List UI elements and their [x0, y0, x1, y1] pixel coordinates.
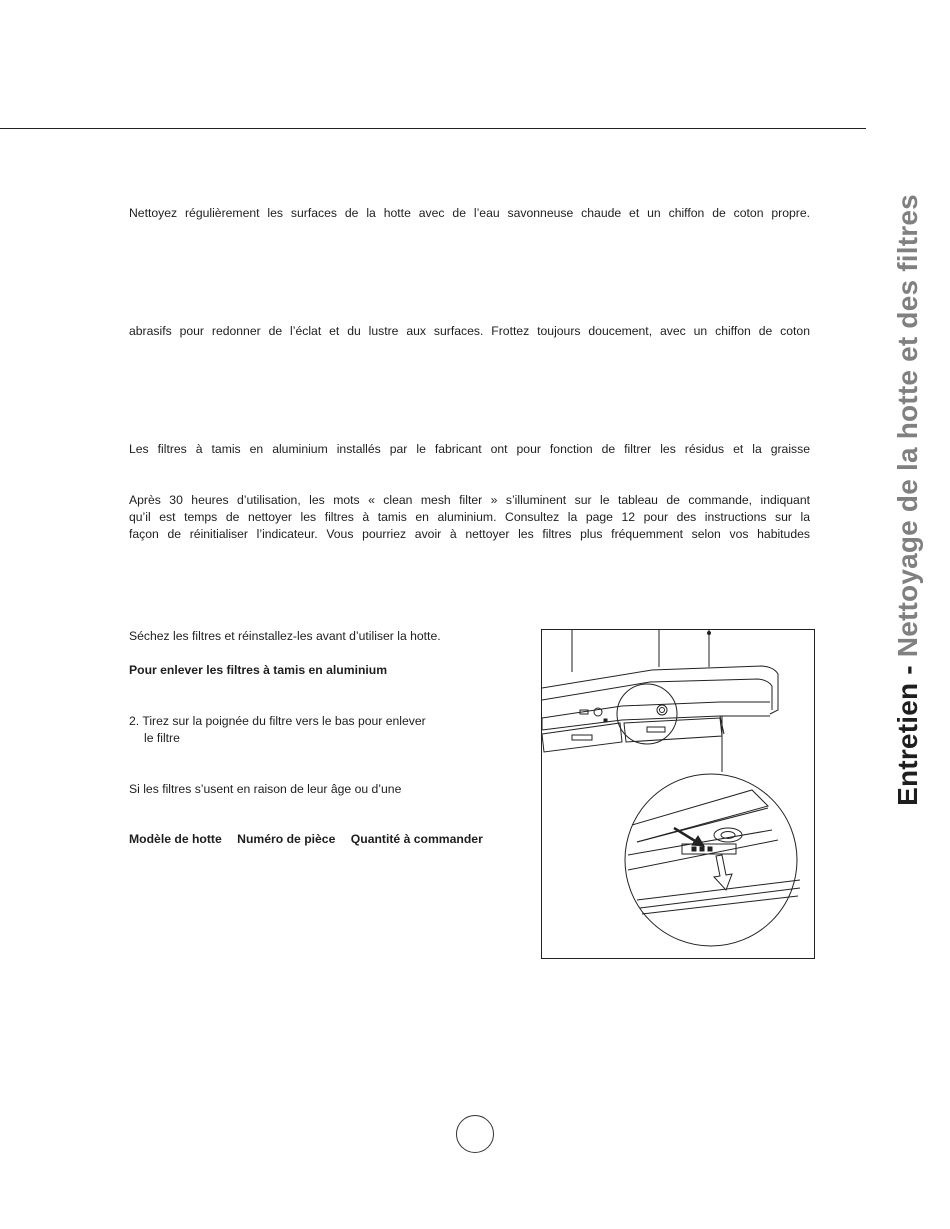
step-2-line-2: le filtre — [144, 731, 180, 745]
paragraph-worn-filters: Si les filtres s’usent en raison de leur âge ou d’une — [129, 782, 402, 796]
paragraph-filters-purpose: Les filtres à tamis en aluminium installés par le fabricant ont pour fonction de filtrer les résidus et la graisse — [129, 442, 810, 456]
column-header-quantity: Quantité à commander — [350, 832, 483, 846]
step-2-line-1: 2. Tirez sur la poignée du filtre vers le bas pour enlever — [129, 714, 426, 728]
header-rule — [0, 128, 866, 129]
paragraph-dry-filters: Séchez les filtres et réinstallez-les avant d’utiliser la hotte. — [129, 629, 441, 643]
page-number-circle — [456, 1115, 494, 1153]
paragraph-clean-mesh-indicator — [129, 492, 810, 543]
filter-removal-illustration — [541, 629, 815, 959]
paragraph-abrasives: abrasifs pour redonner de l’éclat et du lustre aux surfaces. Frottez toujours doucement, avec un chiffon de coton — [129, 324, 810, 338]
paragraph-surface-cleaning: Nettoyez régulièrement les surfaces de la hotte avec de l’eau savonneuse chaude et un chiffon de coton propre. — [129, 206, 810, 220]
section-title-main: Entretien - — [892, 657, 923, 806]
paragraph-line: Après 30 heures d’utilisation, les mots « clean mesh filter » s’illuminent sur le tableau de commande, indiquant — [129, 493, 810, 507]
paragraph-line: qu’il est temps de nettoyer les filtres à tamis en aluminium. Consultez la page 12 pour des instructions sur la — [129, 510, 810, 524]
paragraph-line: façon de réinitialiser l’indicateur. Vous pourriez avoir à nettoyer les filtres plus fréquemment selon vos habitudes — [129, 527, 810, 541]
section-title-sub: Nettoyage de la hotte et des filtres — [892, 194, 923, 658]
heading-remove-filters: Pour enlever les filtres à tamis en aluminium — [129, 663, 388, 677]
parts-table-header — [129, 832, 495, 846]
range-hood-drawing — [542, 630, 814, 958]
section-title — [892, 194, 924, 806]
column-header-model: Modèle de hotte — [129, 832, 222, 846]
column-header-part-number: Numéro de pièce — [237, 832, 336, 846]
